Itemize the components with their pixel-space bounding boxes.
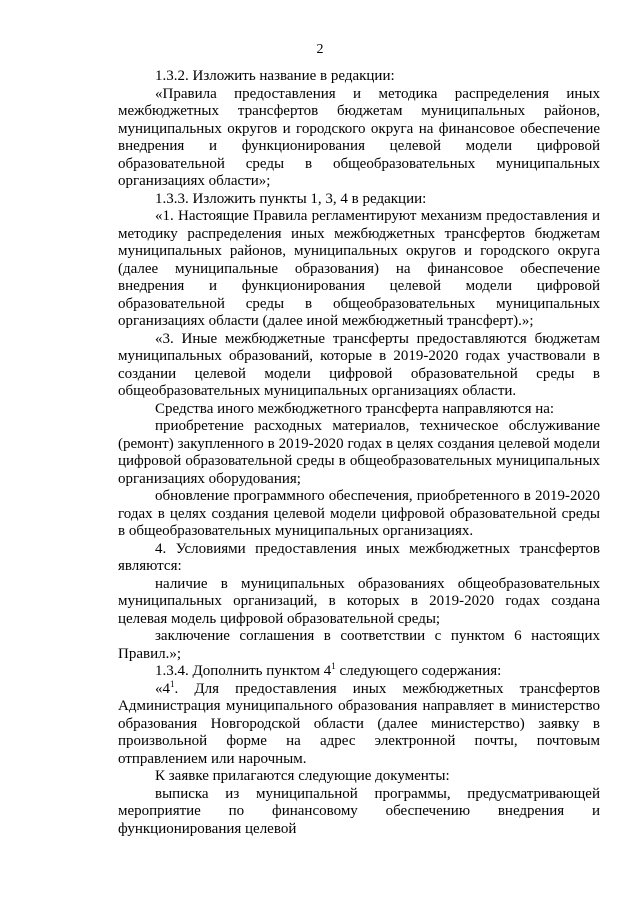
paragraph: заключение соглашения в соответствии с пунктом 6 настоящих Правил.»; [118,628,600,662]
paragraph: «$4^1$. Для предоставления иных межбюджетных трансфертов Администрация муниципального образования направляет в министерство образования Новгородской области (далее министерство) заявку в произвольной форме на адрес электронной почты, почтовым отправлением или нарочным. [118,678,600,767]
paragraph: «3. Иные межбюджетные трансферты предоставляются бюджетам муниципальных образований, которые в 2019-2020 годах участвовали в создании целевой модели цифровой образовательной среды в общеобразовательных муниципальных организациях области. [118,330,600,399]
document-body [118,68,600,838]
paragraph: обновление программного обеспечения, приобретенного в 2019-2020 годах в целях создания целевой модели цифровой образовательной среды в общеобразовательных муниципальных организациях. [118,488,600,539]
paragraph: приобретение расходных материалов, техническое обслуживание (ремонт) закупленного в 2019-2020 годах в целях создания целевой модели цифровой образовательной среды в общеобразовательных муниципальных организациях оборудования; [118,418,600,487]
paragraph: 1.3.4. Дополнить пунктом $4^1$ следующего содержания: [155,661,502,679]
paragraph: выписка из муниципальной программы, предусматривающей мероприятие по финансовому обеспечению внедрения и функционирования целевой [118,785,600,837]
page-number: 2 [316,42,324,57]
paragraph: «Правила предоставления и методика распределения иных межбюджетных трансфертов бюджетам муниципальных районов, муниципальных округов и городского округа на финансовое обеспечение внедрения и функционирования целевой модели цифровой образовательной среды в общеобразовательных муниципальных организациях области»; [118,85,600,189]
superscript: 1 [331,661,336,671]
superscript: 1 [170,678,175,689]
paragraph: Средства иного межбюджетного трансферта направляются на: [155,400,555,417]
paragraph: К заявке прилагаются следующие документы: [155,768,450,784]
paragraph: наличие в муниципальных образованиях общеобразовательных муниципальных организаций, в которых в 2019-2020 годах создана целевая модель цифровой образовательной среды; [118,575,600,627]
paragraph: 4. Условиями предоставления иных межбюджетных трансфертов являются: [118,540,600,574]
paragraph: 1.3.2. Изложить название в редакции: [155,68,395,84]
paragraph: 1.3.3. Изложить пункты 1, 3, 4 в редакции: [155,190,427,207]
paragraph: «1. Настоящие Правила регламентируют механизм предоставления и методику распределения иных межбюджетных трансфертов бюджетам муниципальных районов, муниципальных округов и городского округа (далее муниципальные образования) на финансовое обеспечение внедрения и функционирования целевой модели цифровой образовательной среды в общеобразовательных муниципальных организациях области (далее иной межбюджетный трансферт).»; [118,208,600,329]
